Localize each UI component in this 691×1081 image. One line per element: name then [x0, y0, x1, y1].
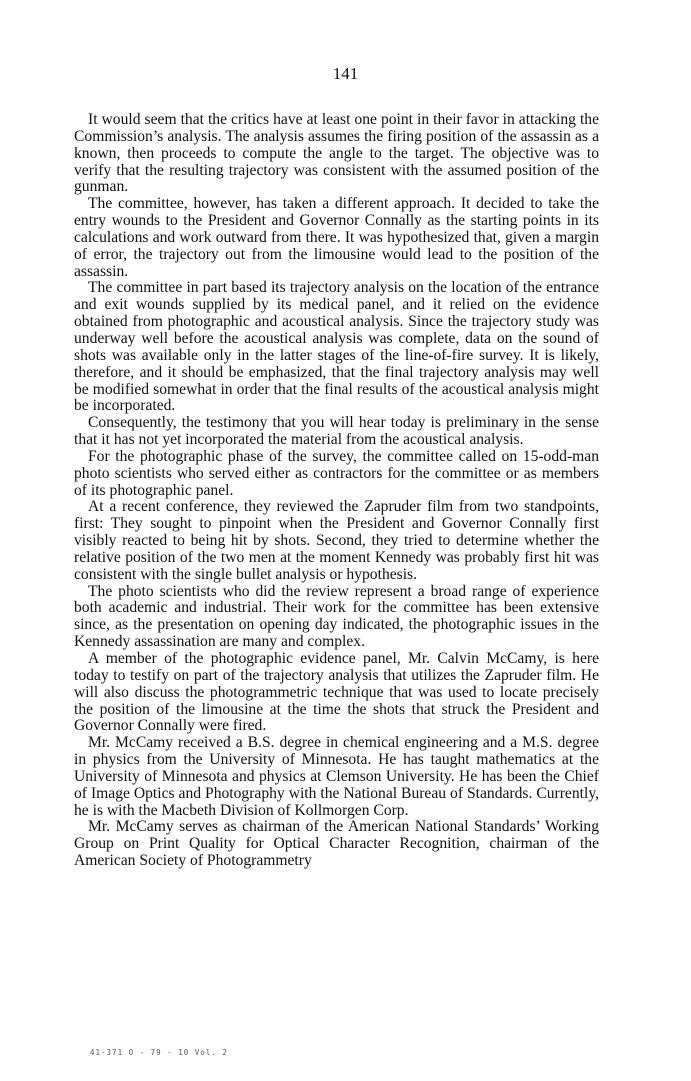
page-number: 141	[332, 64, 359, 83]
paragraph-4: Consequently, the testimony that you will hear today is preliminary in the sense that it has not yet incorporated the material from the acoustical analysis.	[74, 414, 599, 449]
paragraph-5: For the photographic phase of the survey, the committee called on 15-odd-man photo scientists who served either as contractors for the committee or as members of its photographic panel.	[74, 447, 599, 499]
paragraph-10: Mr. McCamy serves as chairman of the American National Standards’ Working Group on Print Quality for Optical Character Recognition, chairman of the American Society of Photogrammetry	[74, 818, 599, 870]
paragraph-2: The committee, however, has taken a different approach. It decided to take the entry wounds to the President and Governor Connally as the starting points in its calculations and work outward from there. It was hypothesized that, given a margin of error, the trajectory out from the limousine would lead to the position of the assassin.	[74, 195, 599, 280]
paragraph-7: The photo scientists who did the review represent a broad range of experience both academic and industrial. Their work for the committee has been extensive since, as the presentation on opening day indicated, the photographic issues in the Kennedy assassination are many and complex.	[74, 582, 599, 651]
paragraph-1: It would seem that the critics have at least one point in their favor in attacking the Commission’s analysis. The analysis assumes the firing position of the assassin as a known, then proceeds to compute the angle to the target. The objective was to verify that the resulting trajectory was consistent with the assumed position of the gunman.	[74, 111, 599, 196]
paragraph-3: The committee in part based its trajectory analysis on the location of the entrance and exit wounds supplied by its medical panel, and it relied on the evidence obtained from photographic and acoustical analysis. Since the trajectory study was underway well before the acoustical analysis was complete, data on the sound of shots was available only in the latter stages of the line-of-fire survey. It is likely, therefore, and it should be emphasized, that the final trajectory analysis may well be modified somewhat in order that the final results of the acoustical analysis might be incorporated.	[74, 279, 599, 415]
paragraph-6: At a recent conference, they reviewed the Zapruder film from two standpoints, first: They sought to pinpoint when the President and Governor Connally first visibly reacted to being hit by shots. Second, they tried to determine whether the relative position of the two men at the moment Kennedy was probably first hit was consistent with the single bullet analysis or hypothesis.	[74, 498, 599, 583]
body-text	[74, 112, 599, 870]
paragraph-9: Mr. McCamy received a B.S. degree in chemical engineering and a M.S. degree in physics from the University of Minnesota. He has taught mathematics at the University of Minnesota and physics at Clemson University. He has been the Chief of Image Optics and Photography with the National Bureau of Standards. Currently, he is with the Macbeth Division of Kollmorgen Corp.	[74, 734, 599, 819]
paragraph-8: A member of the photographic evidence panel, Mr. Calvin McCamy, is here today to testify on part of the trajectory analysis that utilizes the Zapruder film. He will also discuss the photogrammetric technique that was used to locate precisely the position of the limousine at the time the shots that struck the President and Governor Connally were fired.	[74, 650, 599, 735]
print-code-footer: 41-371 O - 79 - 10 Vol. 2	[90, 1048, 228, 1057]
